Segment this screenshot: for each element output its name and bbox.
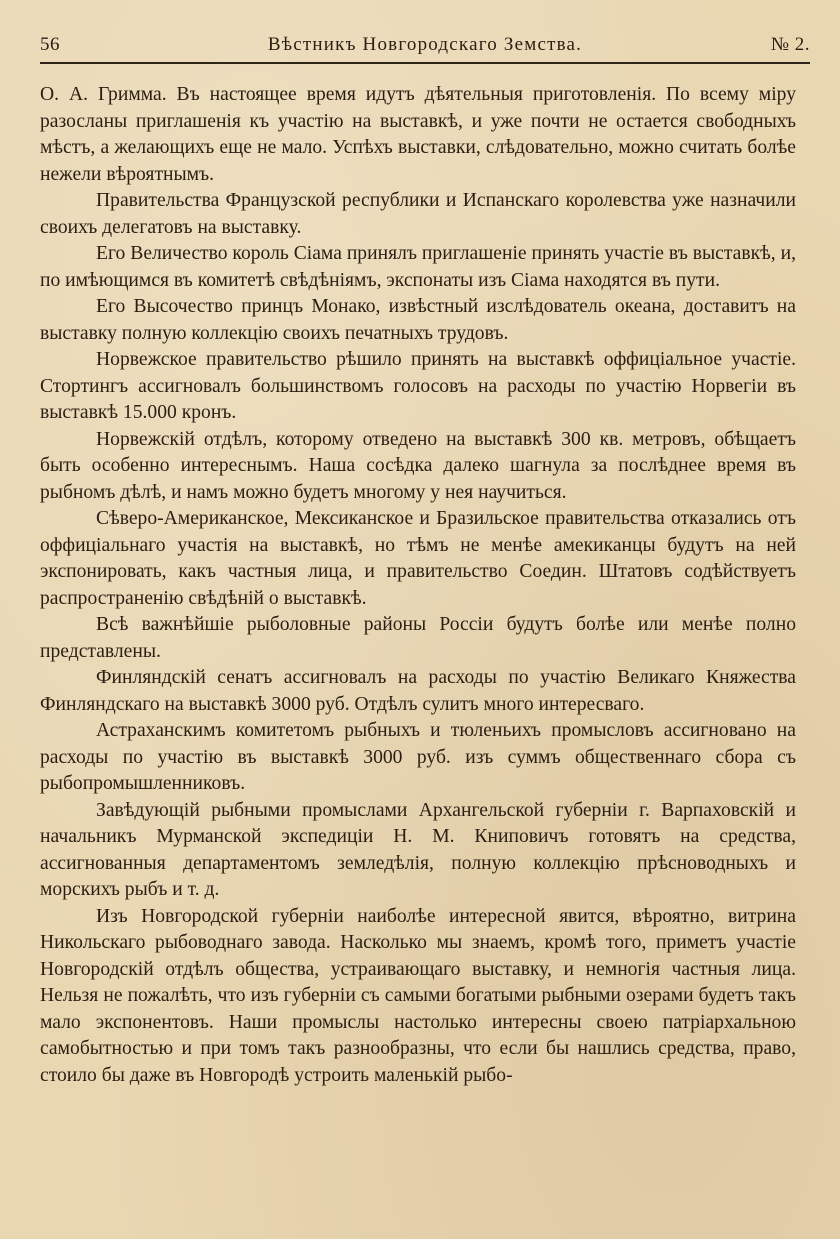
- header-rule: [40, 62, 810, 64]
- paragraph: Завѣдующій рыбными промыслами Архангельской губерніи г. Варпаховскій и начальникъ Мурманской экспедиціи Н. М. Книповичъ готовятъ на средства, ассигнованныя департаментомъ земледѣлія, полную коллекцію прѣсноводныхъ и морскихъ рыбъ и т. д.: [40, 799, 796, 900]
- paragraph: Норвежское правительство рѣшило принять на выставкѣ оффиціальное участіе. Стортингъ ассигновалъ большинствомъ голосовъ на расходы по участію Норвегіи въ выставкѣ 15.000 кронъ.: [40, 349, 796, 423]
- issue-number: № 2.: [770, 34, 810, 55]
- paragraph: Правительства Французской республики и Испанскаго королевства уже назначили своихъ делегатовъ на выставку.: [40, 190, 796, 238]
- page-header: [40, 28, 810, 60]
- paragraph: Его Величество король Сіама принялъ приглашеніе принять участіе въ выставкѣ, и, по имѣющимся въ комитетѣ свѣдѣніямъ, экспонаты изъ Сіама находятся въ пути.: [40, 243, 796, 291]
- paragraph: Его Высочество принцъ Монако, извѣстный изслѣдователь океана, доставитъ на выставку полную коллекцію своихъ печатныхъ трудовъ.: [40, 296, 796, 344]
- paragraph: Всѣ важнѣйшіе рыболовные районы Россіи будутъ болѣе или менѣе полно представлены.: [40, 614, 796, 662]
- paragraph: Норвежскій отдѣлъ, которому отведено на выставкѣ 300 кв. метровъ, обѣщаетъ быть особенно интереснымъ. Наша сосѣдка далеко шагнула за послѣднее время въ рыбномъ дѣлѣ, и намъ можно будетъ многому у нея научиться.: [40, 428, 796, 503]
- page-number: 56: [40, 34, 60, 55]
- paragraph: Изъ Новгородской губерніи наиболѣе интересной явится, вѣроятно, витрина Никольскаго рыбоводнаго завода. Насколько мы знаемъ, кромѣ того, приметъ участіе Новгородскій отдѣлъ общества, устраивающаго выставку, и немногія частныя лица. Нельзя не пожалѣть, что изъ губерніи съ самыми богатыми рыбными озерами будетъ такъ мало экспонентовъ. Наши промыслы настолько интересны своею патріархальною самобытностью и при томъ такъ разнообразны, что если бы нашлись средства, право, стоило бы даже въ Новгородѣ устроить маленькій рыбо-: [40, 905, 796, 1086]
- paragraph: Сѣверо-Американское, Мексиканское и Бразильское правительства отказались отъ оффиціальнаго участія на выставкѣ, но тѣмъ не менѣе амекиканцы будутъ на ней экспонировать, какъ частныя лица, и правительство Соедин. Штатовъ содѣйствуетъ распространенію свѣдѣній о выставкѣ.: [40, 508, 796, 609]
- journal-title: Вѣстникъ Новгородскаго Земства.: [267, 34, 583, 55]
- article-body: [40, 82, 796, 1089]
- paragraph: Астраханскимъ комитетомъ рыбныхъ и тюленьихъ промысловъ ассигновано на расходы по участію въ выставкѣ 3000 руб. изъ суммъ общественнаго сбора съ рыбопромышленниковъ.: [40, 720, 796, 794]
- paragraph: Финляндскій сенатъ ассигновалъ на расходы по участію Великаго Княжества Финляндскаго на выставкѣ 3000 руб. Отдѣлъ сулитъ много интересваго.: [40, 667, 796, 715]
- paragraph: О. А. Гримма. Въ настоящее время идутъ дѣятельныя приготовленія. По всему міру разосланы приглашенія къ участію на выставкѣ, и уже почти не остается свободныхъ мѣстъ, а желающихъ еще не мало. Успѣхъ выставки, слѣдовательно, можно считать болѣе нежели вѣроятнымъ.: [40, 84, 796, 185]
